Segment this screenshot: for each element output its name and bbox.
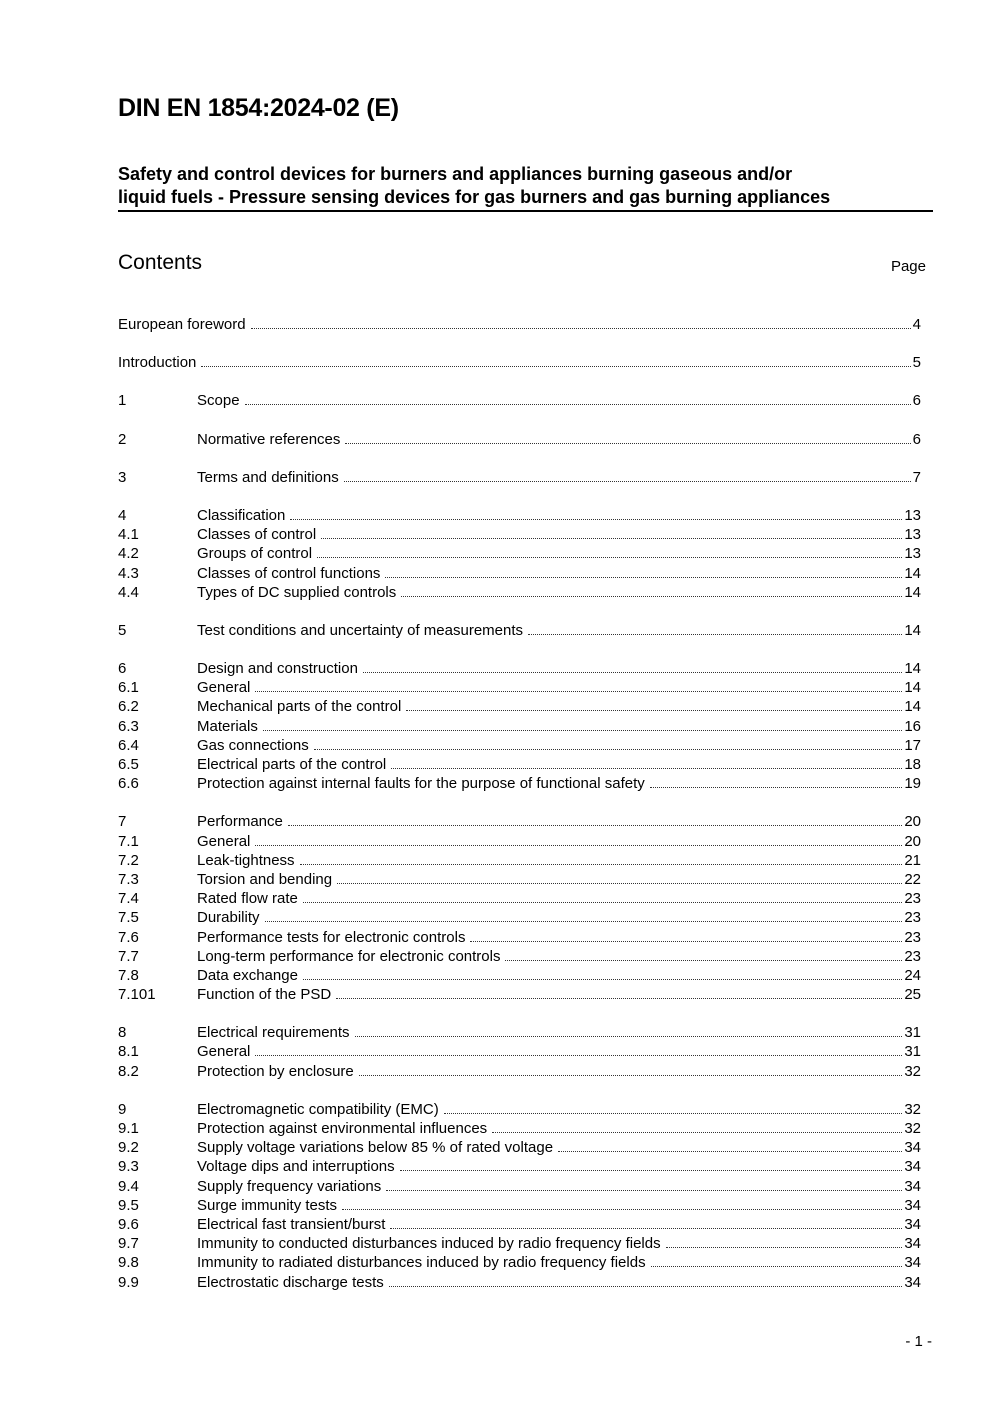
toc-entry-page: 34 bbox=[904, 1215, 921, 1233]
toc-entry[interactable] bbox=[118, 870, 921, 889]
toc-entry-number: 8.1 bbox=[118, 1043, 139, 1061]
toc-entry[interactable] bbox=[118, 1042, 921, 1061]
toc-dot-leader bbox=[255, 1051, 902, 1056]
toc-entry-number: 6.2 bbox=[118, 698, 139, 716]
toc-entry-page: 20 bbox=[904, 832, 921, 850]
toc-entry-page: 14 bbox=[904, 660, 921, 678]
toc-dot-leader bbox=[255, 687, 902, 692]
toc-entry-title: Electrical requirements bbox=[197, 1024, 350, 1042]
toc-entry-page: 34 bbox=[904, 1235, 921, 1253]
toc-entry-page: 34 bbox=[904, 1139, 921, 1157]
toc-entry-page: 6 bbox=[912, 392, 921, 410]
table-of-contents bbox=[118, 315, 921, 1292]
toc-dot-leader bbox=[386, 1186, 902, 1191]
toc-entry-title: Types of DC supplied controls bbox=[197, 583, 397, 601]
toc-entry-page: 13 bbox=[904, 506, 921, 524]
toc-entry-page: 31 bbox=[904, 1024, 921, 1042]
toc-entry-number: 7.1 bbox=[118, 832, 139, 850]
toc-entry-title: General bbox=[197, 1043, 251, 1061]
toc-entry[interactable] bbox=[118, 506, 921, 525]
toc-entry-page: 19 bbox=[904, 775, 921, 793]
toc-entry-number: 7 bbox=[118, 813, 127, 831]
title-line-1: Safety and control devices for burners and appliances burning gaseous and/or bbox=[118, 164, 793, 184]
toc-entry[interactable] bbox=[118, 659, 921, 678]
title-line-2: liquid fuels - Pressure sensing devices for gas burners and gas burning appliances bbox=[118, 187, 831, 207]
toc-dot-leader bbox=[336, 994, 902, 999]
toc-dot-leader bbox=[337, 879, 902, 884]
toc-entry-page: 7 bbox=[912, 468, 921, 486]
toc-spacer bbox=[118, 334, 921, 353]
toc-entry-title: Terms and definitions bbox=[197, 468, 339, 486]
toc-entry[interactable] bbox=[118, 544, 921, 563]
toc-entry-title: Classification bbox=[197, 506, 286, 524]
toc-dot-leader bbox=[255, 841, 902, 846]
toc-entry-title: Test conditions and uncertainty of measurements bbox=[197, 621, 524, 639]
toc-entry-title: Mechanical parts of the control bbox=[197, 698, 402, 716]
toc-spacer bbox=[118, 411, 921, 430]
toc-dot-leader bbox=[505, 956, 902, 961]
toc-entry-number: 9.2 bbox=[118, 1139, 139, 1157]
toc-entry-number: 4 bbox=[118, 506, 127, 524]
toc-entry-page: 14 bbox=[904, 583, 921, 601]
toc-entry-title: Scope bbox=[197, 392, 240, 410]
toc-spacer bbox=[118, 1004, 921, 1023]
toc-entry-title: Data exchange bbox=[197, 966, 298, 984]
toc-entry-title: Supply voltage variations below 85 % of rated voltage bbox=[197, 1139, 554, 1157]
toc-entry[interactable] bbox=[118, 1215, 921, 1234]
toc-entry-page: 32 bbox=[904, 1120, 921, 1137]
toc-entry-title: Electromagnetic compatibility (EMC) bbox=[197, 1100, 439, 1118]
toc-dot-leader bbox=[389, 1282, 903, 1287]
toc-entry-number: 4.3 bbox=[118, 564, 139, 582]
toc-entry-title: Leak-tightness bbox=[197, 851, 295, 869]
toc-dot-leader bbox=[251, 324, 911, 329]
toc-dot-leader bbox=[401, 592, 902, 597]
toc-entry-title: Immunity to radiated disturbances induced by radio frequency fields bbox=[197, 1254, 646, 1272]
toc-dot-leader bbox=[317, 553, 902, 558]
toc-entry[interactable] bbox=[118, 1196, 921, 1215]
toc-entry-number: 9.9 bbox=[118, 1273, 139, 1291]
toc-entry[interactable] bbox=[118, 966, 921, 985]
toc-entry-title: Long-term performance for electronic controls bbox=[197, 947, 501, 965]
toc-entry[interactable] bbox=[118, 736, 921, 755]
toc-entry-number: 6.5 bbox=[118, 756, 139, 773]
toc-entry[interactable] bbox=[118, 889, 921, 908]
toc-entry-page: 32 bbox=[904, 1062, 921, 1080]
toc-entry-title: European foreword bbox=[118, 316, 246, 333]
toc-dot-leader bbox=[651, 1262, 903, 1267]
toc-entry[interactable] bbox=[118, 717, 921, 736]
toc-entry[interactable] bbox=[118, 353, 921, 372]
page-column-heading: Page bbox=[890, 258, 926, 275]
toc-entry-page: 25 bbox=[904, 986, 921, 1004]
toc-entry[interactable] bbox=[118, 583, 921, 602]
toc-entry-page: 13 bbox=[904, 545, 921, 563]
toc-entry-page: 31 bbox=[904, 1043, 921, 1061]
toc-entry[interactable] bbox=[118, 430, 921, 449]
toc-entry[interactable] bbox=[118, 1234, 921, 1253]
toc-entry-title: Voltage dips and interruptions bbox=[197, 1158, 395, 1176]
toc-entry[interactable] bbox=[118, 678, 921, 697]
toc-entry[interactable] bbox=[118, 1273, 921, 1292]
toc-entry-number: 9.1 bbox=[118, 1120, 139, 1137]
toc-entry-number: 7.2 bbox=[118, 851, 139, 869]
toc-entry-title: Function of the PSD bbox=[197, 986, 332, 1004]
toc-entry-page: 23 bbox=[904, 928, 921, 946]
toc-entry-title: General bbox=[197, 679, 251, 697]
toc-entry-page: 34 bbox=[904, 1273, 921, 1291]
toc-spacer bbox=[118, 449, 921, 468]
toc-dot-leader bbox=[303, 898, 902, 903]
toc-entry[interactable] bbox=[118, 985, 921, 1004]
toc-entry-number: 7.4 bbox=[118, 890, 139, 908]
toc-entry-title: Supply frequency variations bbox=[197, 1177, 382, 1195]
toc-spacer bbox=[118, 487, 921, 506]
toc-entry-title: Durability bbox=[197, 909, 260, 927]
toc-entry-page: 13 bbox=[904, 526, 921, 544]
toc-entry[interactable] bbox=[118, 697, 921, 716]
toc-entry-number: 9 bbox=[118, 1100, 127, 1118]
toc-entry-page: 34 bbox=[904, 1158, 921, 1176]
toc-dot-leader bbox=[201, 362, 910, 367]
document-id: DIN EN 1854:2024-02 (E) bbox=[118, 94, 399, 122]
toc-entry[interactable] bbox=[118, 1062, 921, 1081]
toc-entry-number: 6.3 bbox=[118, 717, 139, 735]
toc-entry-page: 23 bbox=[904, 947, 921, 965]
toc-entry-number: 1 bbox=[118, 392, 127, 410]
toc-entry-number: 6.6 bbox=[118, 775, 139, 793]
toc-entry[interactable] bbox=[118, 525, 921, 544]
toc-dot-leader bbox=[314, 745, 903, 750]
toc-entry-page: 23 bbox=[904, 909, 921, 927]
toc-dot-leader bbox=[345, 439, 910, 444]
toc-entry[interactable] bbox=[118, 315, 921, 334]
toc-entry-title: Classes of control functions bbox=[197, 564, 381, 582]
document-title bbox=[118, 163, 933, 212]
toc-entry[interactable] bbox=[118, 391, 921, 410]
toc-entry-title: Performance bbox=[197, 813, 283, 831]
toc-dot-leader bbox=[288, 821, 902, 826]
toc-entry-title: Materials bbox=[197, 717, 258, 735]
toc-entry-title: Immunity to conducted disturbances induced by radio frequency fields bbox=[197, 1235, 661, 1253]
toc-entry-number: 2 bbox=[118, 430, 127, 448]
toc-entry-number: 9.6 bbox=[118, 1215, 139, 1233]
toc-dot-leader bbox=[666, 1243, 903, 1248]
toc-spacer bbox=[118, 793, 921, 812]
toc-entry[interactable] bbox=[118, 468, 921, 487]
toc-spacer bbox=[118, 372, 921, 391]
toc-entry[interactable] bbox=[118, 928, 921, 947]
toc-dot-leader bbox=[265, 917, 903, 922]
toc-entry-number: 7.8 bbox=[118, 966, 139, 984]
toc-entry-number: 3 bbox=[118, 468, 127, 486]
toc-dot-leader bbox=[303, 975, 902, 980]
toc-entry[interactable] bbox=[118, 1253, 921, 1272]
toc-entry-title: Introduction bbox=[118, 354, 197, 372]
toc-entry-number: 6 bbox=[118, 660, 127, 678]
toc-entry-page: 34 bbox=[904, 1177, 921, 1195]
toc-entry-page: 14 bbox=[904, 621, 921, 639]
toc-entry-title: Performance tests for electronic controls bbox=[197, 928, 466, 946]
toc-entry[interactable] bbox=[118, 1023, 921, 1042]
toc-dot-leader bbox=[528, 630, 902, 635]
toc-entry-page: 17 bbox=[904, 736, 921, 754]
toc-entry-number: 7.7 bbox=[118, 947, 139, 965]
toc-entry-number: 6.4 bbox=[118, 736, 139, 754]
toc-entry-number: 9.3 bbox=[118, 1158, 139, 1176]
toc-entry-title: General bbox=[197, 832, 251, 850]
toc-entry-page: 18 bbox=[904, 756, 921, 773]
toc-entry-title: Torsion and bending bbox=[197, 870, 333, 888]
toc-entry[interactable] bbox=[118, 621, 921, 640]
toc-dot-leader bbox=[390, 1224, 902, 1229]
page-number: - 1 - bbox=[905, 1333, 932, 1350]
toc-dot-leader bbox=[342, 1205, 902, 1210]
toc-entry-number: 9.5 bbox=[118, 1196, 139, 1214]
toc-entry-number: 7.5 bbox=[118, 909, 139, 927]
toc-entry-number: 5 bbox=[118, 621, 127, 639]
toc-entry[interactable] bbox=[118, 1177, 921, 1196]
toc-entry-number: 4.2 bbox=[118, 545, 139, 563]
toc-entry-number: 7.3 bbox=[118, 870, 139, 888]
toc-spacer bbox=[118, 640, 921, 659]
toc-entry-page: 16 bbox=[904, 717, 921, 735]
toc-entry-title: Normative references bbox=[197, 430, 341, 448]
toc-dot-leader bbox=[400, 1166, 903, 1171]
toc-entry[interactable] bbox=[118, 755, 921, 774]
toc-dot-leader bbox=[355, 1032, 903, 1037]
toc-entry-number: 4.4 bbox=[118, 583, 139, 601]
toc-entry-number: 7.6 bbox=[118, 928, 139, 946]
toc-dot-leader bbox=[290, 515, 902, 520]
toc-entry[interactable] bbox=[118, 851, 921, 870]
toc-entry-page: 14 bbox=[904, 698, 921, 716]
toc-dot-leader bbox=[363, 668, 902, 673]
toc-dot-leader bbox=[492, 1128, 902, 1133]
toc-entry-title: Protection against environmental influences bbox=[197, 1120, 488, 1137]
toc-spacer bbox=[118, 1081, 921, 1100]
toc-entry[interactable] bbox=[118, 1119, 921, 1138]
toc-entry-title: Electrostatic discharge tests bbox=[197, 1273, 384, 1291]
toc-entry-page: 4 bbox=[912, 316, 921, 333]
toc-entry-title: Rated flow rate bbox=[197, 890, 298, 908]
toc-entry-title: Gas connections bbox=[197, 736, 309, 754]
toc-entry-page: 14 bbox=[904, 564, 921, 582]
toc-entry-page: 34 bbox=[904, 1254, 921, 1272]
toc-entry-number: 9.4 bbox=[118, 1177, 139, 1195]
toc-entry-number: 7.101 bbox=[118, 986, 156, 1004]
toc-dot-leader bbox=[300, 860, 903, 865]
toc-spacer bbox=[118, 602, 921, 621]
toc-dot-leader bbox=[245, 400, 911, 405]
toc-entry-number: 8 bbox=[118, 1024, 127, 1042]
toc-entry-number: 9.8 bbox=[118, 1254, 139, 1272]
toc-entry-number: 4.1 bbox=[118, 526, 139, 544]
toc-entry-title: Electrical fast transient/burst bbox=[197, 1215, 386, 1233]
toc-entry[interactable] bbox=[118, 1157, 921, 1176]
contents-heading: Contents bbox=[118, 251, 203, 274]
toc-entry-title: Surge immunity tests bbox=[197, 1196, 338, 1214]
toc-entry[interactable] bbox=[118, 908, 921, 927]
toc-entry-title: Design and construction bbox=[197, 660, 358, 678]
toc-dot-leader bbox=[406, 706, 902, 711]
toc-entry[interactable] bbox=[118, 832, 921, 851]
toc-entry-page: 24 bbox=[904, 966, 921, 984]
toc-entry[interactable] bbox=[118, 812, 921, 831]
toc-dot-leader bbox=[263, 726, 902, 731]
toc-dot-leader bbox=[558, 1147, 902, 1152]
toc-dot-leader bbox=[444, 1109, 903, 1114]
toc-entry[interactable] bbox=[118, 1138, 921, 1157]
toc-dot-leader bbox=[650, 783, 903, 788]
toc-entry[interactable] bbox=[118, 947, 921, 966]
toc-entry-page: 23 bbox=[904, 890, 921, 908]
toc-dot-leader bbox=[385, 573, 902, 578]
toc-entry-title: Electrical parts of the control bbox=[197, 756, 387, 773]
toc-dot-leader bbox=[321, 534, 902, 539]
toc-entry-number: 6.1 bbox=[118, 679, 139, 697]
toc-dot-leader bbox=[359, 1071, 903, 1076]
toc-entry-page: 6 bbox=[912, 430, 921, 448]
toc-entry-page: 32 bbox=[904, 1100, 921, 1118]
toc-dot-leader bbox=[344, 477, 911, 482]
toc-entry-page: 34 bbox=[904, 1196, 921, 1214]
toc-entry[interactable] bbox=[118, 774, 921, 793]
toc-entry-title: Protection by enclosure bbox=[197, 1062, 354, 1080]
toc-entry-page: 20 bbox=[904, 813, 921, 831]
toc-entry-page: 22 bbox=[904, 870, 921, 888]
toc-entry[interactable] bbox=[118, 564, 921, 583]
toc-entry-title: Classes of control bbox=[197, 526, 317, 544]
toc-entry-title: Protection against internal faults for the purpose of functional safety bbox=[197, 775, 645, 793]
toc-entry-number: 9.7 bbox=[118, 1235, 139, 1253]
toc-entry-number: 8.2 bbox=[118, 1062, 139, 1080]
toc-entry-page: 14 bbox=[904, 679, 921, 697]
toc-dot-leader bbox=[470, 937, 902, 942]
toc-entry-page: 5 bbox=[912, 354, 921, 372]
toc-entry[interactable] bbox=[118, 1100, 921, 1119]
toc-dot-leader bbox=[391, 764, 902, 769]
toc-entry-page: 21 bbox=[904, 851, 921, 869]
toc-entry-title: Groups of control bbox=[197, 545, 313, 563]
